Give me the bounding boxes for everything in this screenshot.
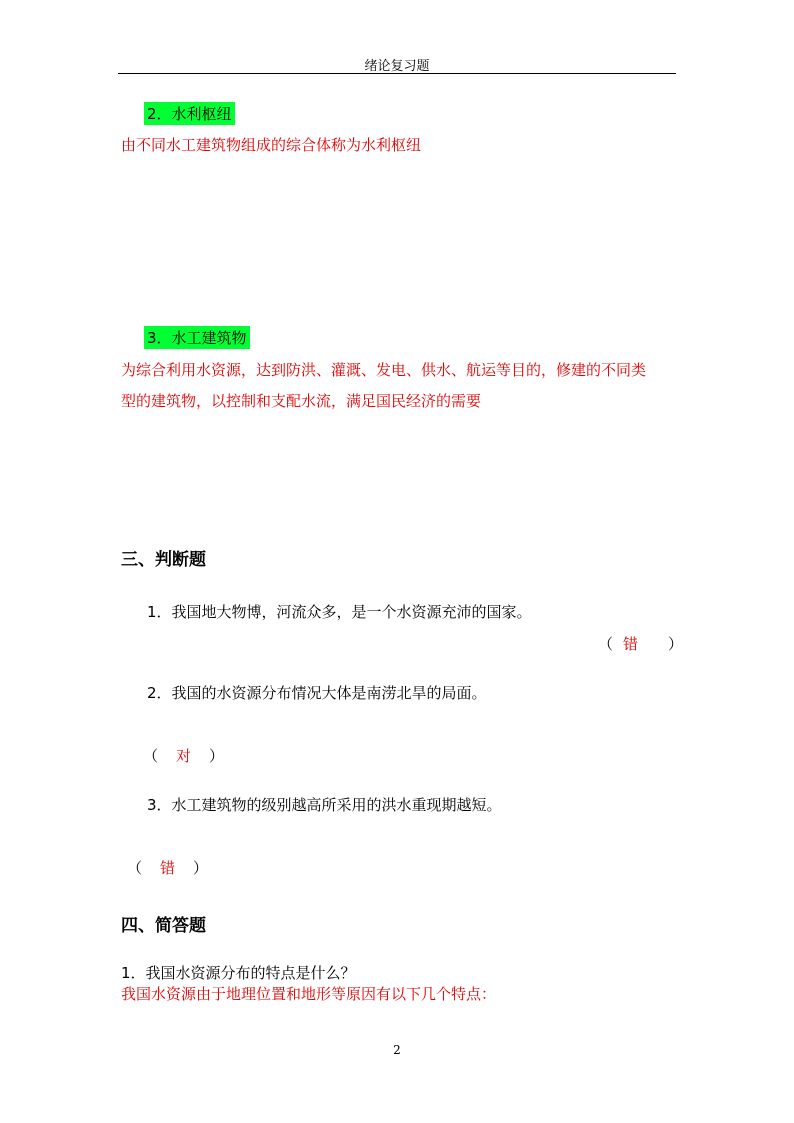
page-number: 2 (393, 1043, 401, 1057)
term-hydro-junction: 2．水利枢纽 (144, 102, 235, 125)
answer-mark: 对 (176, 747, 192, 765)
answer-mark: 错 (623, 635, 639, 653)
paren-close: ） (209, 747, 225, 765)
paren-open: （ (598, 635, 614, 653)
paren-open: （ (143, 747, 159, 765)
definition-hydraulic-structure-line-2: 型的建筑物，以控制和支配水流，满足国民经济的需要 (121, 392, 482, 410)
page-header-title: 绪论复习题 (364, 59, 430, 74)
answer-mark: 错 (160, 859, 176, 877)
term-hydraulic-structure: 3．水工建筑物 (144, 326, 250, 349)
section-title-short-answer: 四、简答题 (121, 916, 206, 936)
short-answer-question-1: 1．我国水资源分布的特点是什么？ (121, 964, 356, 982)
header-divider (118, 73, 676, 74)
paren-close: ） (193, 859, 209, 877)
definition-hydro-junction: 由不同水工建筑物组成的综合体称为水利枢纽 (121, 136, 422, 154)
section-title-judgement: 三、判断题 (121, 550, 206, 570)
definition-hydraulic-structure-line-1: 为综合利用水资源，达到防洪、灌溉、发电、供水、航运等目的，修建的不同类 (121, 361, 647, 379)
paren-close: ） (668, 635, 684, 653)
judgement-question-3: 3．水工建筑物的级别越高所采用的洪水重现期越短。 (147, 796, 502, 814)
judgement-answer-2 (143, 745, 224, 766)
judgement-answer-1 (598, 633, 683, 654)
paren-open: （ (127, 859, 143, 877)
judgement-question-1: 1．我国地大物博，河流众多，是一个水资源充沛的国家。 (147, 603, 532, 621)
short-answer-answer-intro: 我国水资源由于地理位置和地形等原因有以下几个特点： (121, 985, 497, 1003)
judgement-question-2: 2．我国的水资源分布情况大体是南涝北旱的局面。 (147, 684, 487, 702)
judgement-answer-3 (127, 857, 208, 878)
